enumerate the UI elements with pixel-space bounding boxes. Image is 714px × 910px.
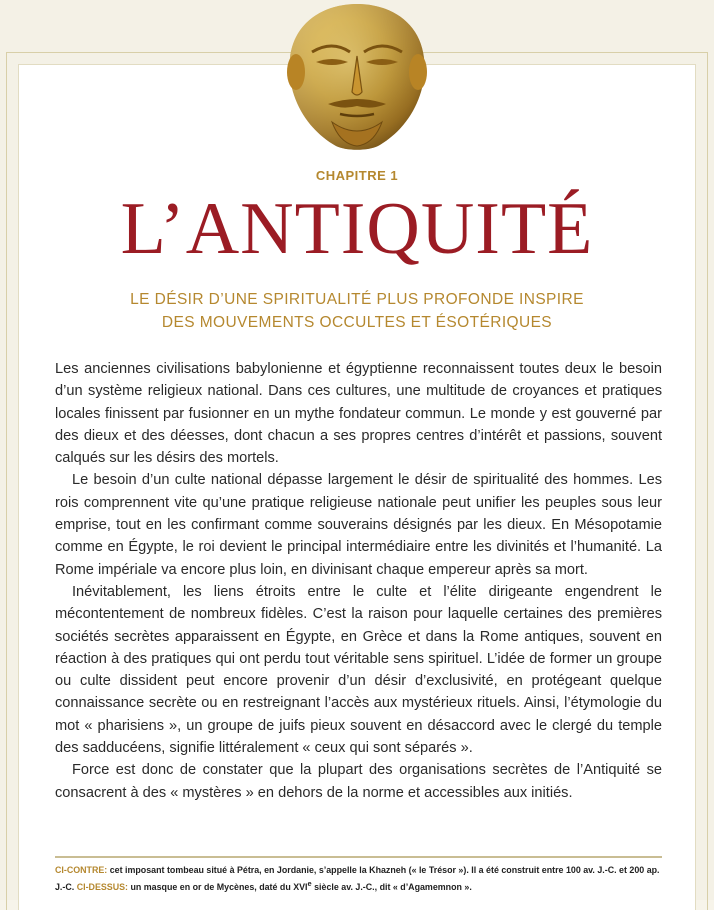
caption-divider	[55, 856, 662, 858]
caption-label-contre: CI-CONTRE:	[55, 865, 108, 875]
chapter-title: L’ANTIQUITÉ	[120, 188, 594, 270]
caption-label-dessus: CI-DESSUS:	[76, 881, 128, 892]
frame-corner-left	[6, 52, 17, 63]
caption-text-contre: cet imposant tombeau situé à Pétra, en Jordanie, s’appelle la Khazneh (« le Trésor »). Il a été construit entre 100 av. J.-C. et 200 ap. J.-C.	[55, 865, 660, 892]
subtitle-line-2: DES MOUVEMENTS OCCULTES ET ÉSOTÉRIQUES	[161, 314, 553, 331]
caption-text-dessus: un masque en or de Mycènes, daté du XVI	[130, 881, 308, 892]
paragraph-3: Inévitablement, les liens étroits entre le culte et l’élite dirigeante engendrent le mécontentement de nombreux fidèles. C’est la raison pour laquelle certaines des premières sociétés secrètes apparaissent en Égypte, en Grèce et dans la Rome antiques, souvent en réaction à des pratiques qui ont perdu tout véritable sens spirituel. L’idée de former un groupe ou culte dissident peut encore provenir d’un désir d’exclusivité, en protégeant quelque connaissance secrète ou en restreignant l’accès aux mystérieux rituels. Ainsi, l’étymologie du mot « pharisiens », un groupe de juifs pieux souvent en désaccord avec le clergé du temple des sadducéens, signifie littéralement « ceux qui sont séparés ».	[55, 583, 662, 757]
paragraph-1: Les anciennes civilisations babylonienne et égyptienne reconnaissent toutes deux le besoin d’un système religieux national. Dans ces cultures, une multitude de croyances et pratiques locales finissent par fusionner en un mythe fondateur commun. Le monde y est gouverné par des dieux et des déesses, dont chacun a ses propres centres d’intérêt et passions, souvent calqués sur les désirs des mortels.	[55, 361, 662, 467]
paragraph-4: Force est donc de constater que la plupart des organisations secrètes de l’Antiquité se consacrent à des « mystères » en dehors de la norme et accessibles aux initiés.	[55, 762, 662, 801]
subtitle-line-1: LE DÉSIR D’UNE SPIRITUALITÉ PLUS PROFONDE INSPIRE	[130, 291, 584, 308]
chapter-label: CHAPITRE 1	[315, 168, 399, 183]
frame-corner-right	[697, 52, 708, 63]
gold-mask-image	[282, 0, 432, 152]
image-caption	[55, 864, 662, 894]
caption-text-dessus-end: siècle av. J.-C., dit « d’Agamemnon ».	[311, 881, 472, 892]
gold-mask-icon	[282, 0, 432, 152]
body-text	[55, 358, 662, 804]
chapter-subtitle	[0, 288, 714, 334]
caption-superscript: e	[307, 879, 312, 888]
paragraph-2: Le besoin d’un culte national dépasse largement le désir de spiritualité des hommes. Les rois comprennent vite qu’une pratique religieuse nationale peut unifier les peuples sous leur emprise, tout en les confirmant comme souverains désignés par les dieux. En Mésopotamie comme en Égypte, le roi devient le principal intermédiaire entre les divinités et l’humanité. La Rome impériale va encore plus loin, en divinisant chaque empereur après sa mort.	[55, 472, 662, 578]
